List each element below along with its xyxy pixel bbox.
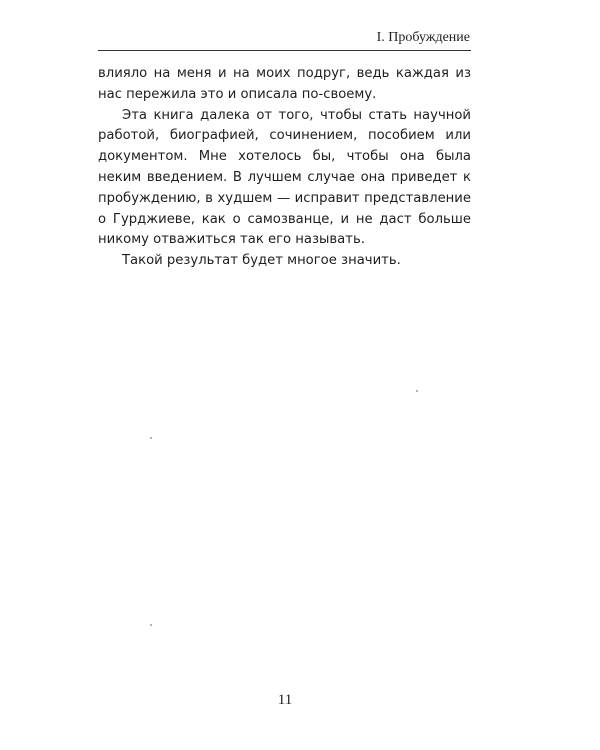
scan-speck <box>150 437 152 439</box>
paragraph-continuation: влияло на меня и на моих подруг, ведь каждая из нас пережила это и описала по-своему. <box>98 66 471 102</box>
scan-speck <box>150 624 152 626</box>
header-rule <box>98 50 471 51</box>
running-head-chapter-title: I. Пробуждение <box>376 30 470 45</box>
scan-speck <box>416 390 418 392</box>
page-number: 11 <box>277 692 293 708</box>
body-text <box>98 64 471 272</box>
paragraph-book-purpose: Эта книга далека от того, чтобы стать научной работой, биографией, сочинением, пособием или документом. Мне хотелось бы, чтобы она была неким введением. В лучшем случае она приведет к пробуждению, в худшем — исправит представление о Гурджиеве, как о самозванце, и не даст больше никому отважиться так его называть. <box>98 107 471 248</box>
paragraph-result: Такой результат будет многое значить. <box>122 253 401 269</box>
